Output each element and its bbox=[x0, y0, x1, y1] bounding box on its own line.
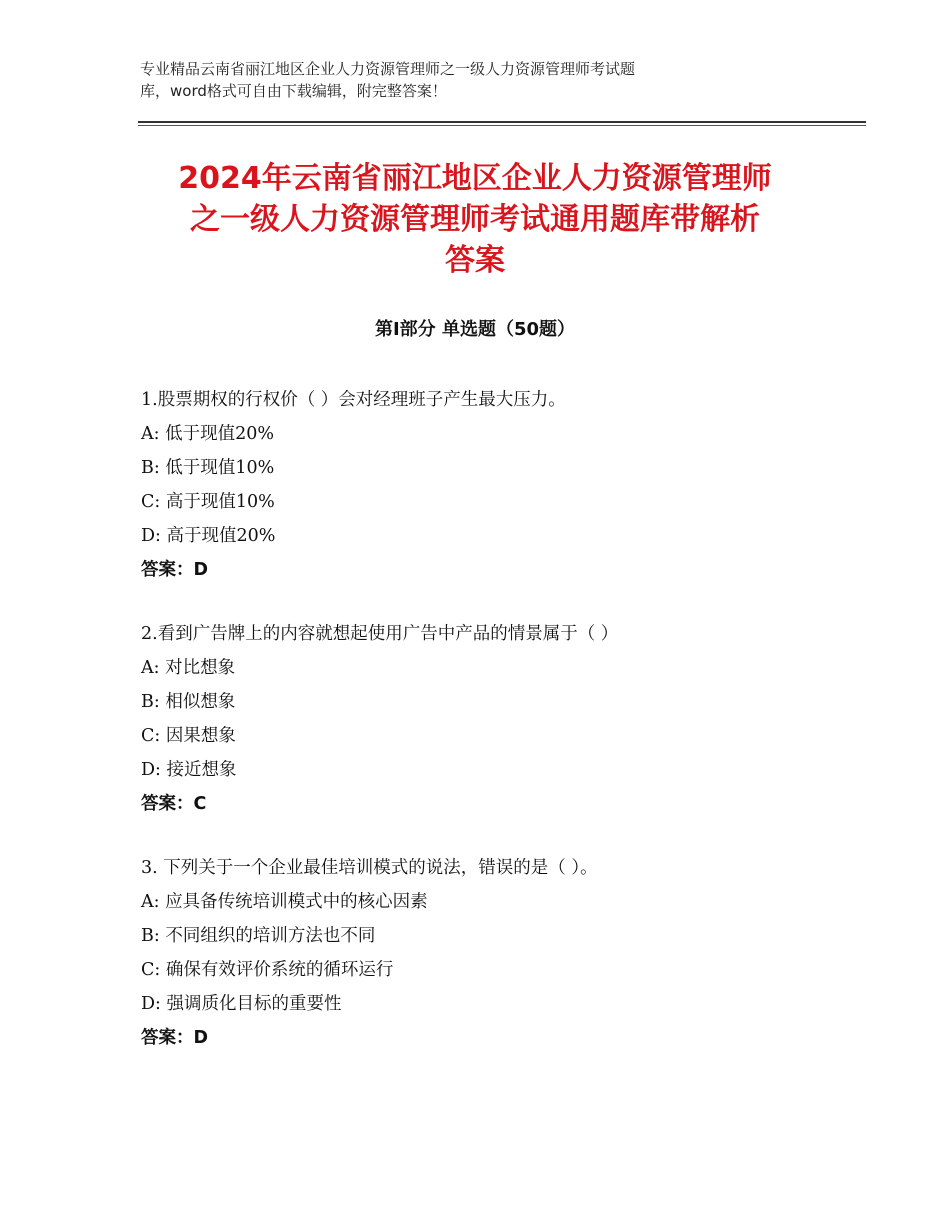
question-1 bbox=[141, 383, 861, 587]
question-stem: 1.股票期权的行权价（ ）会对经理班子产生最大压力。 bbox=[141, 390, 566, 410]
answer-key: 答案：D bbox=[141, 1028, 209, 1048]
option-b: B: 低于现值10% bbox=[141, 458, 275, 478]
header-description-line-2: 库，word格式可自由下载编辑，附完整答案！ bbox=[140, 82, 447, 100]
option-a: A: 应具备传统培训模式中的核心因素 bbox=[141, 892, 428, 912]
option-c: C: 高于现值10% bbox=[141, 492, 275, 512]
option-b: B: 相似想象 bbox=[141, 692, 236, 712]
question-stem: 2.看到广告牌上的内容就想起使用广告中产品的情景属于（ ） bbox=[141, 624, 619, 644]
header-divider-thick bbox=[138, 121, 866, 123]
answer-key: 答案：C bbox=[141, 794, 207, 814]
option-c: C: 确保有效评价系统的循环运行 bbox=[141, 960, 394, 980]
document-title-line-2: 之一级人力资源管理师考试通用题库带解析 bbox=[190, 202, 760, 237]
section-heading: 第Ⅰ部分 单选题（50题） bbox=[374, 319, 575, 340]
header-description-line-1: 专业精品云南省丽江地区企业人力资源管理师之一级人力资源管理师考试题 bbox=[140, 60, 636, 78]
option-a: A: 对比想象 bbox=[141, 658, 236, 678]
document-title bbox=[90, 158, 860, 281]
question-list bbox=[141, 383, 861, 1085]
document-title-line-1: 2024年云南省丽江地区企业人力资源管理师 bbox=[178, 161, 772, 196]
option-a: A: 低于现值20% bbox=[141, 424, 274, 444]
option-d: D: 强调质化目标的重要性 bbox=[141, 994, 342, 1014]
option-d: D: 接近想象 bbox=[141, 760, 237, 780]
option-d: D: 高于现值20% bbox=[141, 526, 276, 546]
header-divider-thin bbox=[138, 125, 866, 126]
option-c: C: 因果想象 bbox=[141, 726, 236, 746]
question-stem: 3. 下列关于一个企业最佳培训模式的说法，错误的是（ ）。 bbox=[141, 858, 598, 878]
answer-key: 答案：D bbox=[141, 560, 209, 580]
question-2 bbox=[141, 617, 861, 821]
document-title-line-3: 答案 bbox=[445, 243, 505, 278]
option-b: B: 不同组织的培训方法也不同 bbox=[141, 926, 376, 946]
page-header bbox=[140, 58, 780, 102]
question-3 bbox=[141, 851, 861, 1055]
